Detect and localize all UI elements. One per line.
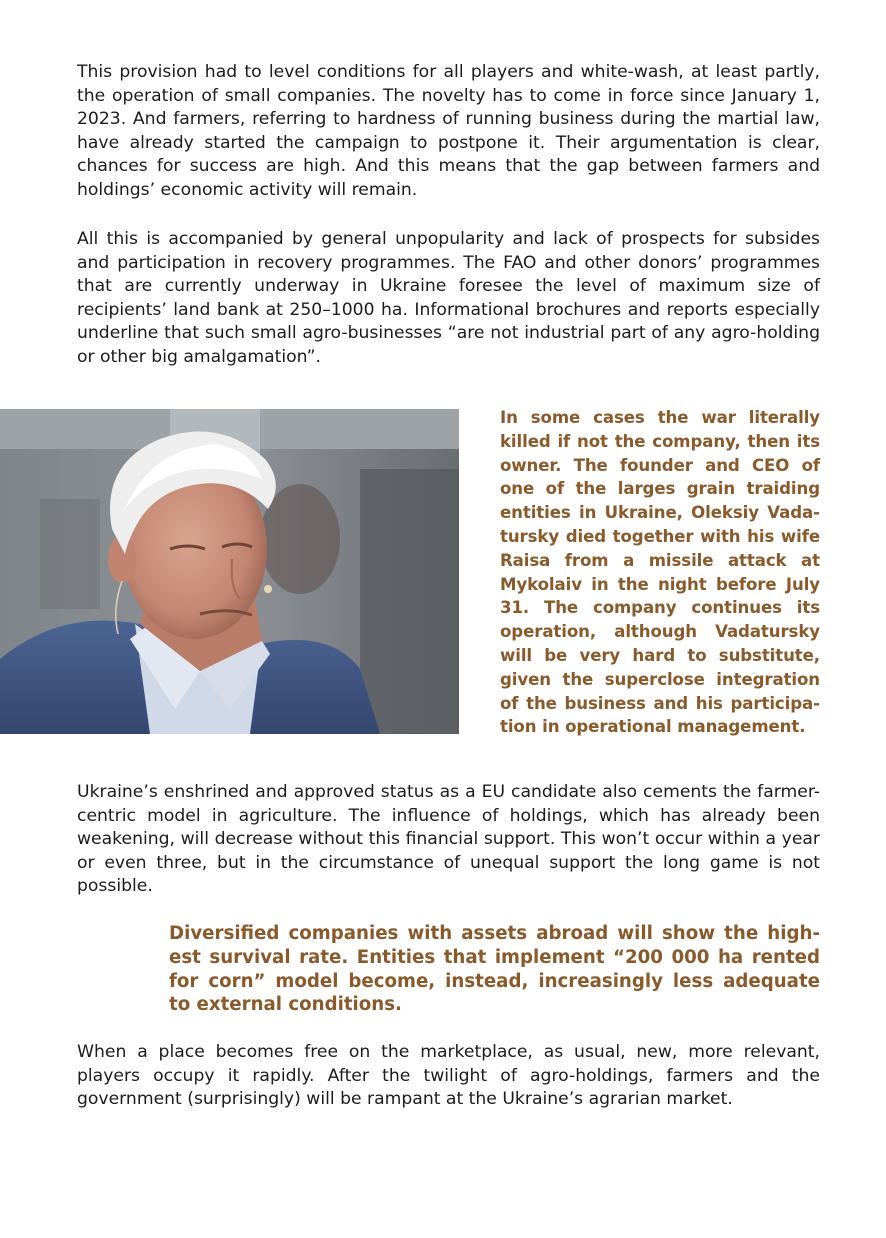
body-paragraph-3: Ukraine’s enshrined and approved status as a EU candidate also cements the farmer-centric model in agriculture. The influence of holdings, which has already been weakening, will decrease without this financial support. This won’t occur within a year or even three, but in the circumstance of unequal support the long game is not possible.	[77, 782, 820, 897]
pull-quote: Diversified companies with assets abroad will show the highest survival rate. Entities that implement “200 000 ha rented for corn” model become, instead, increasingly less adequate to external conditions.	[169, 923, 820, 1016]
body-paragraph-1: This provision had to level conditions for all players and white-wash, at least partly, the operation of small companies. The novelty has to come in force since January 1, 2023. And farmers, referring to hardness of running business during the martial law, have already started the campaign to postpone it. Their argumentation is clear, chances for success are high. And this means that the gap between farmers and holdings’ economic activity will remain.	[77, 62, 820, 200]
body-paragraph-4: When a place becomes free on the marketplace, as usual, new, more relevant, players occupy it rapidly. After the twilight of agro-holdings, farmers and the government (surprisingly) will be rampant at the Ukraine’s agrarian market.	[77, 1042, 820, 1110]
sidebar-quote: In some cases the war literally killed if not the company, then its owner. The founder and CEO of one of the larges grain traiding entities in Ukraine, Oleksiy Vadatursky died together with his wife Raisa from a missile attack at Mykolaiv in the night before July 31. The company continues its operation, although Vadatursky will be very hard to substitute, given the superclose integration of the business and his participation in operational management.	[500, 408, 820, 737]
body-paragraph-2: All this is accompanied by general unpopularity and lack of prospects for subsides and participation in recovery programmes. The FAO and other donors’ programmes that are currently underway in Ukraine foresee the level of maximum size of recipients’ land bank at 250–1000 ha. Informational brochures and reports especially underline that such small agro-businesses “are not industrial part of any agro-holding or other big amalgamation”.	[77, 229, 820, 367]
portrait-photo	[0, 409, 459, 734]
